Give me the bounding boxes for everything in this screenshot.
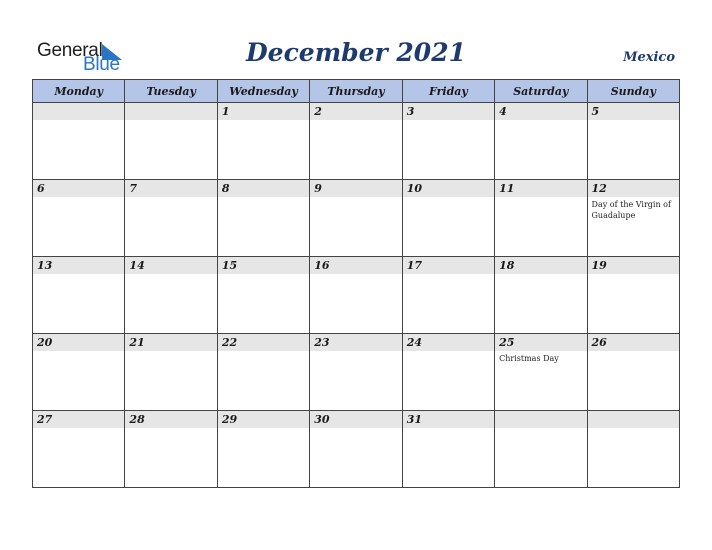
day-cell — [310, 180, 402, 257]
day-cell — [33, 334, 125, 411]
holiday-label — [310, 428, 401, 430]
holiday-label — [403, 428, 494, 430]
day-number: 12 — [591, 182, 607, 195]
day-number-bar — [33, 257, 124, 274]
day-number-bar — [310, 103, 401, 120]
holiday-label — [495, 197, 586, 199]
day-cell — [402, 257, 494, 334]
holiday-label — [125, 274, 216, 276]
holiday-label — [218, 197, 309, 199]
weekday-header: Thursday — [310, 80, 402, 103]
holiday-label — [125, 120, 216, 122]
weekday-header: Monday — [33, 80, 125, 103]
weekday-header: Wednesday — [217, 80, 309, 103]
day-number-bar — [125, 334, 216, 351]
day-cell — [587, 411, 679, 488]
holiday-label — [218, 351, 309, 353]
holiday-label — [588, 351, 679, 353]
day-number: 14 — [129, 259, 145, 272]
day-cell — [125, 411, 217, 488]
holiday-label — [403, 351, 494, 353]
day-number: 23 — [314, 336, 330, 349]
logo-text-blue: Blue — [83, 54, 120, 75]
day-cell — [217, 334, 309, 411]
country-label: Mexico — [623, 50, 675, 65]
day-cell — [587, 103, 679, 180]
day-number-bar — [588, 103, 679, 120]
holiday-label — [310, 274, 401, 276]
weekday-header: Friday — [402, 80, 494, 103]
day-number: 7 — [129, 182, 138, 195]
day-number-bar — [588, 334, 679, 351]
day-number: 24 — [406, 336, 422, 349]
holiday-label — [218, 120, 309, 122]
day-cell — [587, 257, 679, 334]
day-number: 27 — [37, 413, 53, 426]
day-number-bar — [125, 257, 216, 274]
day-number-bar — [33, 180, 124, 197]
day-cell — [217, 103, 309, 180]
logo-text-general: General — [37, 40, 103, 61]
holiday-label — [588, 428, 679, 430]
day-number: 20 — [37, 336, 53, 349]
day-number: 22 — [221, 336, 238, 349]
holiday-label: Day of the Virgin of Guadalupe — [591, 200, 671, 220]
holiday-label — [33, 197, 124, 199]
day-number-bar — [403, 103, 494, 120]
day-number: 3 — [406, 105, 415, 118]
holiday-label — [495, 120, 586, 122]
day-cell — [310, 334, 402, 411]
day-cell — [402, 411, 494, 488]
week-row — [33, 257, 680, 334]
day-number-bar — [310, 334, 401, 351]
day-number-bar — [125, 180, 216, 197]
day-cell — [402, 334, 494, 411]
day-number-bar — [125, 103, 216, 120]
day-number: 19 — [591, 259, 607, 272]
day-number-bar — [33, 334, 124, 351]
day-number-bar — [310, 257, 401, 274]
holiday-label: Christmas Day — [499, 354, 559, 363]
day-number-bar — [495, 411, 586, 428]
holiday-label — [403, 274, 494, 276]
day-cell — [217, 257, 309, 334]
holiday-label — [33, 351, 124, 353]
day-cell — [125, 257, 217, 334]
day-number-bar — [495, 180, 586, 197]
day-number: 30 — [314, 413, 330, 426]
day-number: 16 — [314, 259, 330, 272]
day-cell — [495, 411, 587, 488]
calendar-grid — [32, 79, 680, 488]
day-cell — [33, 103, 125, 180]
day-number-bar — [495, 103, 586, 120]
holiday-label — [403, 197, 494, 199]
day-number: 31 — [406, 413, 422, 426]
day-number: 2 — [314, 105, 322, 118]
day-number: 13 — [37, 259, 53, 272]
holiday-label — [125, 197, 216, 199]
holiday-label — [310, 197, 401, 199]
day-number-bar — [310, 180, 401, 197]
weekday-header-row — [33, 80, 680, 103]
day-number: 17 — [406, 259, 422, 272]
day-cell — [33, 411, 125, 488]
calendar-title: December 2021 — [245, 38, 466, 67]
holiday-label — [33, 428, 124, 430]
day-number-bar — [125, 411, 216, 428]
day-cell — [402, 180, 494, 257]
holiday-label — [588, 274, 679, 276]
day-number-bar — [495, 257, 586, 274]
day-cell — [310, 411, 402, 488]
day-number: 6 — [37, 182, 45, 195]
day-number: 28 — [129, 413, 145, 426]
holiday-label — [310, 120, 401, 122]
day-number-bar — [403, 334, 494, 351]
day-number: 5 — [591, 105, 600, 118]
week-row — [33, 411, 680, 488]
day-cell — [495, 334, 587, 411]
day-number: 1 — [221, 105, 230, 118]
day-cell — [495, 103, 587, 180]
day-cell — [495, 257, 587, 334]
holiday-label — [310, 351, 401, 353]
day-number-bar — [403, 411, 494, 428]
day-cell — [33, 257, 125, 334]
day-number-bar — [403, 180, 494, 197]
day-number-bar — [218, 103, 309, 120]
holiday-label — [218, 274, 309, 276]
day-number: 21 — [129, 336, 145, 349]
day-cell — [310, 103, 402, 180]
day-cell — [402, 103, 494, 180]
day-cell — [587, 180, 679, 257]
day-cell — [125, 180, 217, 257]
holiday-label — [218, 428, 309, 430]
holiday-label — [125, 428, 216, 430]
day-number: 18 — [499, 259, 515, 272]
day-number-bar — [588, 411, 679, 428]
day-number-bar — [218, 411, 309, 428]
day-number-bar — [33, 103, 124, 120]
holiday-label — [33, 120, 124, 122]
weekday-header: Tuesday — [125, 80, 217, 103]
day-number: 9 — [314, 182, 322, 195]
weekday-header: Saturday — [495, 80, 587, 103]
day-cell — [310, 257, 402, 334]
day-cell — [217, 180, 309, 257]
day-number-bar — [218, 180, 309, 197]
day-number-bar — [588, 180, 679, 197]
weekday-header: Sunday — [587, 80, 679, 103]
day-number-bar — [495, 334, 586, 351]
day-cell — [125, 334, 217, 411]
day-number: 26 — [591, 336, 607, 349]
day-number: 15 — [221, 259, 238, 272]
day-number-bar — [403, 257, 494, 274]
day-number: 10 — [406, 182, 422, 195]
day-number: 25 — [499, 336, 515, 349]
day-cell — [587, 334, 679, 411]
week-row — [33, 103, 680, 180]
day-number: 8 — [221, 182, 230, 195]
day-number: 4 — [499, 105, 507, 118]
holiday-label — [403, 120, 494, 122]
holiday-label — [495, 428, 586, 430]
day-number: 29 — [221, 413, 238, 426]
holiday-label — [33, 274, 124, 276]
day-cell — [33, 180, 125, 257]
week-row — [33, 334, 680, 411]
day-number: 11 — [499, 182, 515, 195]
day-number-bar — [33, 411, 124, 428]
day-number-bar — [588, 257, 679, 274]
day-cell — [125, 103, 217, 180]
week-row — [33, 180, 680, 257]
holiday-label — [125, 351, 216, 353]
holiday-label — [495, 274, 586, 276]
holiday-label — [588, 120, 679, 122]
day-cell — [495, 180, 587, 257]
day-cell — [217, 411, 309, 488]
day-number-bar — [310, 411, 401, 428]
day-number-bar — [218, 334, 309, 351]
day-number-bar — [218, 257, 309, 274]
